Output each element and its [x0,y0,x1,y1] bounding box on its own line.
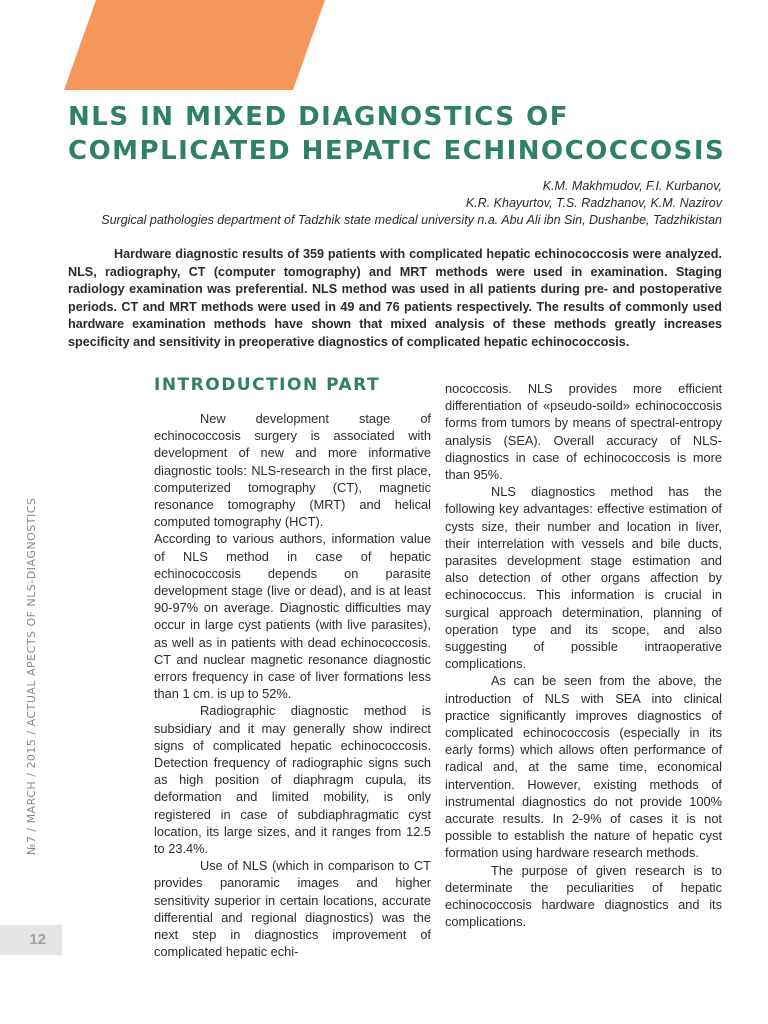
body-paragraph: The purpose of given research is to determinate the peculiarities of hepatic echinococcosis hardware diagnostics and its complications. [445,862,722,930]
orange-banner [0,0,768,90]
right-column [445,380,722,931]
authors-block [101,178,722,229]
body-paragraph: NLS diagnostics method has the following key advantages: effective estimation of cysts size, their number and location in liver, their interrelation with vessels and bile ducts, parasites development stage estimation and also detection of other organs affection by echinococcus. This information is crucial in surgical approach determination, planning of operation type and its scope, and also suggesting of possible intraoperative complications. [445,484,722,672]
body-paragraph: New development stage of echinococcosis surgery is associated with development of new and more informative diagnostic tools: NLS-research in the first place, computerized tomography (CT), magnetic resonance tomography (MRT) and helical computed tomography (HCT). [154,411,431,530]
page-number: 12 [0,925,62,955]
body-paragraph: Radiographic diagnostic method is subsidiary and it may generally show indirect signs of complicated hepatic echinococcosis. Detection frequency of radiographic signs such as high position of diaphragm cupula, its deformation and limited mobility, is only registered in case of subdiaphragmatic cyst location, its large sizes, and it ranges from 12.5 to 23.4%. [154,703,431,857]
left-column [154,374,431,961]
authors-line-2: K.R. Khayurtov, T.S. Radzhanov, K.M. Nazirov [465,196,722,210]
title-line-1: NLS IN MIXED DIAGNOSTICS OF [68,102,569,132]
authors-line-1: K.M. Makhmudov, F.I. Kurbanov, [542,179,722,193]
body-paragraph: As can be seen from the above, the introduction of NLS with SEA into clinical practice significantly improves diagnostics of complicated echinococcosis (especially in its early forms) which allows often performance of radical and, at the same time, economical intervention. However, existing methods of instrumental diagnostics do not provide 100% accurate results. In 2-9% of cases it is not possible to establish the nature of hepatic cyst formation using hardware research methods. [445,673,722,861]
affiliation: Surgical pathologies department of Tadzhik state medical university n.a. Abu Ali ibn Sin, Dushanbe, Tadzhikistan [101,213,722,227]
body-paragraph: Use of NLS (which in comparison to CT provides panoramic images and higher sensitivity superior in certain locations, accurate differential and regional diagnostics) was the next step in diagnostics improvement of complicated hepatic echi- [154,858,431,960]
title-line-2: COMPLICATED HEPATIC ECHINOCOCCOSIS [68,136,726,166]
body-paragraph: According to various authors, information value of NLS method in case of hepatic echinococcosis depends on parasite development stage (live or dead), and is at least 90-97% on average. Diagnostic difficulties may occur in large cyst patients (with live parasites), as well as in patients with dead echinococcosis. CT and nuclear magnetic resonance diagnostic errors frequency in case of liver formations less than 1 cm. is up to 52%. [154,531,431,702]
abstract: Hardware diagnostic results of 359 patients with complicated hepatic echinococcosis were analyzed. NLS, radiography, CT (computer tomography) and MRT methods were used in examination. Staging radiology examination was preferential. NLS method was used in all patients during pre- and postoperative periods. CT and MRT methods were used in 49 and 76 patients respectively. The results of commonly used hardware examination methods have shown that mixed analysis of these methods greatly increases specificity and sensitivity in preoperative diagnostics of complicated hepatic echinococcosis. [68,247,722,349]
orange-parallelogram [64,0,325,90]
article-title [68,100,748,168]
issue-label: №7 / MARCH / 2015 / ACTUAL APECTS OF NLS-DIAGNOSTICS [25,497,38,855]
body-paragraph: nococcosis. NLS provides more efficient differentiation of «pseudo-soild» echinococcosis forms from tumors by means of spectral-entropy analysis (SEA). Overall accuracy of NLS-diagnostics in case of echinococcosis is more than 95%. [445,381,722,483]
section-heading: INTRODUCTION PART [154,375,381,395]
